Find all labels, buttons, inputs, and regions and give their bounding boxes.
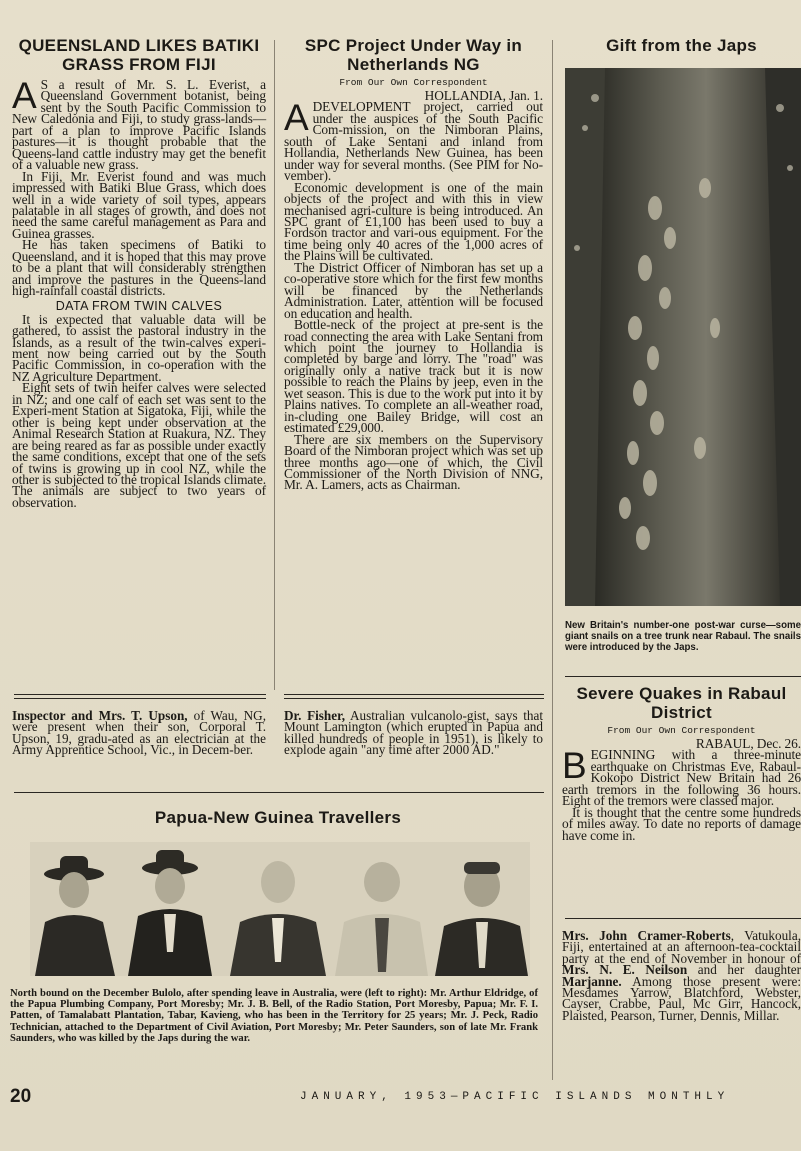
middle-paragraph: ADEVELOPMENT project, carried out under the auspices of the South Pacific Com-mission, on the Nimboran Plains, south of Lake Sentani and inland from Hollandia, Netherlands New Guinea, has been under way for several months. (See PIM for No-vember).: [284, 97, 543, 184]
left-headline-line1: QUEENSLAND LIKES BATIKI: [18, 36, 260, 55]
travellers-photo: [30, 842, 530, 976]
middle-paragraph: There are six members on the Supervisory Board of the Nimboran project which was set up three months ago—one of which, the Civil Commissioner of the North Division of NNG, Mr. A. Lamers, acts as Chairman.: [284, 431, 543, 493]
left-paragraph: He has taken specimens of Batiki to Queensland, and it is hoped that this may prove to be a plant that will considerably strengthen and improve the pastures in the Queens-land high-rainfall coastal districts.: [12, 237, 266, 299]
drop-cap: A: [284, 97, 309, 139]
quake-headline: Severe Quakes in Rabaul District: [576, 684, 787, 722]
page-number: 20: [10, 1086, 32, 1107]
gift-headline: Gift from the Japs: [606, 36, 757, 55]
left-headline-line2: GRASS FROM FIJI: [62, 55, 216, 74]
drop-cap: A: [12, 75, 37, 116]
column-divider: [552, 40, 553, 1080]
fisher-brief: Dr. Fisher, Australian vulcanolo-gist, says that Mount Lamington (which erupted in Papua and killed hundreds of people in 1951), is likely to explode again "any time after 2000 AD.": [284, 708, 543, 758]
social-brief: Mrs. John Cramer-Roberts, Vatukoula, Fiji, entertained at an afternoon-tea-cocktail party at the end of November in honour of Mrs. N. E. Neilson and her daughter Marjanne. Among those present were: Mesdames Yarrow, Blatchford, Webster, Cayser, Crabbe, Paul, Mc Girr, Hancock, Plaisted, Pearson, Turner, Dennis, Millar.: [562, 928, 801, 1023]
upson-brief: Inspector and Mrs. T. Upson, of Wau, NG, were present when their son, Corporal T. Upson, 19, gradu-ated as an electrician at the Army Apprentice School, Vic., in Decem-ber.: [12, 708, 266, 758]
snails-caption-block: [565, 620, 801, 653]
right-rule: [565, 676, 801, 677]
left-paragraph: A S a result of Mr. S. L. Everist, a Queensland Government botanist, being sent by the South Pacific Commission to New Caledonia and Fiji, to study grass-lands—part of a plan to improve Pacific Islands pastures—it is thought probable that the Queens-land cattle industry may get the benefit of a valuable new grass.: [12, 75, 266, 173]
travellers-headline: Papua-New Guinea Travellers: [154, 808, 402, 827]
quake-body: [562, 738, 801, 841]
drop-cap: B: [562, 745, 587, 787]
middle-headline: SPC Project Under Way in Netherlands NG: [304, 36, 523, 74]
middle-paragraph: The District Officer of Nimboran has set up a co-operative store which for the first few months will be financed by the Netherlands Administration. Later, attention will be focused on education and health.: [284, 259, 543, 321]
left-paragraph: In Fiji, Mr. Everist found and was much impressed with Batiki Blue Grass, which does well in a wide variety of soil types, appears palatable in all stages of growth, and does not need the same careful management as Para and Guinea grasses.: [12, 168, 266, 241]
quake-article: [562, 684, 801, 841]
section-rule: [14, 694, 266, 695]
quake-dateline: RABAUL, Dec. 26.: [695, 736, 801, 751]
left-article: [12, 36, 266, 508]
section-rule: [14, 698, 266, 699]
middle-paragraph: Bottle-neck of the project at pre-sent is the road connecting the area with Lake Sentani from which point the journey to Hollandia is completed by barge and lorry. The "road" was originally only a native track but it is now possible to reach the Plains by jeep, even in the wet season. This is due to the work put into it by Plains natives. To complete an all-weather road, in-cluding one Bailey Bridge, will cost an estimated £29,000.: [284, 317, 543, 436]
middle-dateline: HOLLANDIA, Jan. 1.: [424, 88, 543, 103]
left-headline: [12, 36, 266, 74]
right-column: [562, 36, 801, 55]
page-footer: [10, 1086, 795, 1114]
travellers-caption-block: [10, 988, 538, 1044]
middle-article: [284, 36, 543, 491]
travellers-caption: North bound on the December Bulolo, after spending leave in Australia, were (left to right): Mr. Arthur Eldridge, of the Papua Plumbing Company, Port Moresby; Mr. J. B. Bell, of the Radio Station, Port Moresby, Papua; Mr. F. I. Patten, of Tamalabatt Plantation, Tabar, Kavieng, who has been in the Territory for 25 years; Mr. J. Peck, Radio Technician, attached to the Department of Civil Aviation, Port Moresby; Mr. Peter Saunders, son of late Mr. Frank Saunders, who was killed by the Japs during the war.: [10, 988, 538, 1044]
left-article-body: [12, 75, 266, 510]
left-subhead: DATA FROM TWIN CALVES: [55, 298, 223, 313]
running-head: JANUARY, 1953—PACIFIC ISLANDS MONTHLY: [300, 1091, 730, 1103]
quake-paragraph: BEGINNING with a three-minute earthquake on Christmas Eve, Rabaul-Kokopo District New Britain had 26 earth tremors in the following 36 hours. Eight of the tremors were classed major.: [562, 745, 801, 809]
snails-photo-image: [565, 68, 801, 606]
middle-paragraph: Economic development is one of the main objects of the project and with this in view mechanised agri-culture is being introduced. An SPC grant of £1,100 has been used to buy a Fordson tractor and vari-ous equipment. For the time being only 40 acres of the 1,000 acres of the Plains will be cultivated.: [284, 179, 543, 264]
column-divider: [274, 40, 275, 690]
right-rule: [565, 918, 801, 919]
quake-paragraph: It is thought that the centre some hundreds of miles away. To date no reports of damage have come in.: [562, 804, 801, 843]
travellers-photo-image: [30, 842, 530, 976]
left-paragraph: Eight sets of twin heifer calves were selected in NZ; and one calf of each set was sent to the Experi-ment Station at Sigatoka, Fiji, while the other is being kept under observation at the Animal Research Station at Ruakura, NZ. They are being reared as far as possible under exactly the same conditions, except that one of the sets of twins is growing up in cool NZ, while the other is subjected to the tropical Islands climate. The animals are subject to two years of observation.: [12, 380, 266, 510]
snails-caption: New Britain's number-one post-war curse—some giant snails on a tree trunk near Rabaul. The snails were introduced by the Japs.: [565, 620, 801, 653]
section-rule: [14, 792, 544, 793]
left-paragraph: It is expected that valuable data will be gathered, to assist the pastoral industry in the Islands, as a result of the twin-calves experi-ment now being carried out by the South Pacific Commission, in co-operation with the NZ Agriculture Department.: [12, 311, 266, 384]
quake-byline: From Our Own Correspondent: [607, 725, 756, 736]
middle-byline: From Our Own Correspondent: [339, 77, 488, 88]
middle-article-body: [284, 90, 543, 491]
snails-photo: [565, 68, 801, 606]
section-rule: [284, 698, 544, 699]
section-rule: [284, 694, 544, 695]
travellers-section: [12, 808, 544, 827]
